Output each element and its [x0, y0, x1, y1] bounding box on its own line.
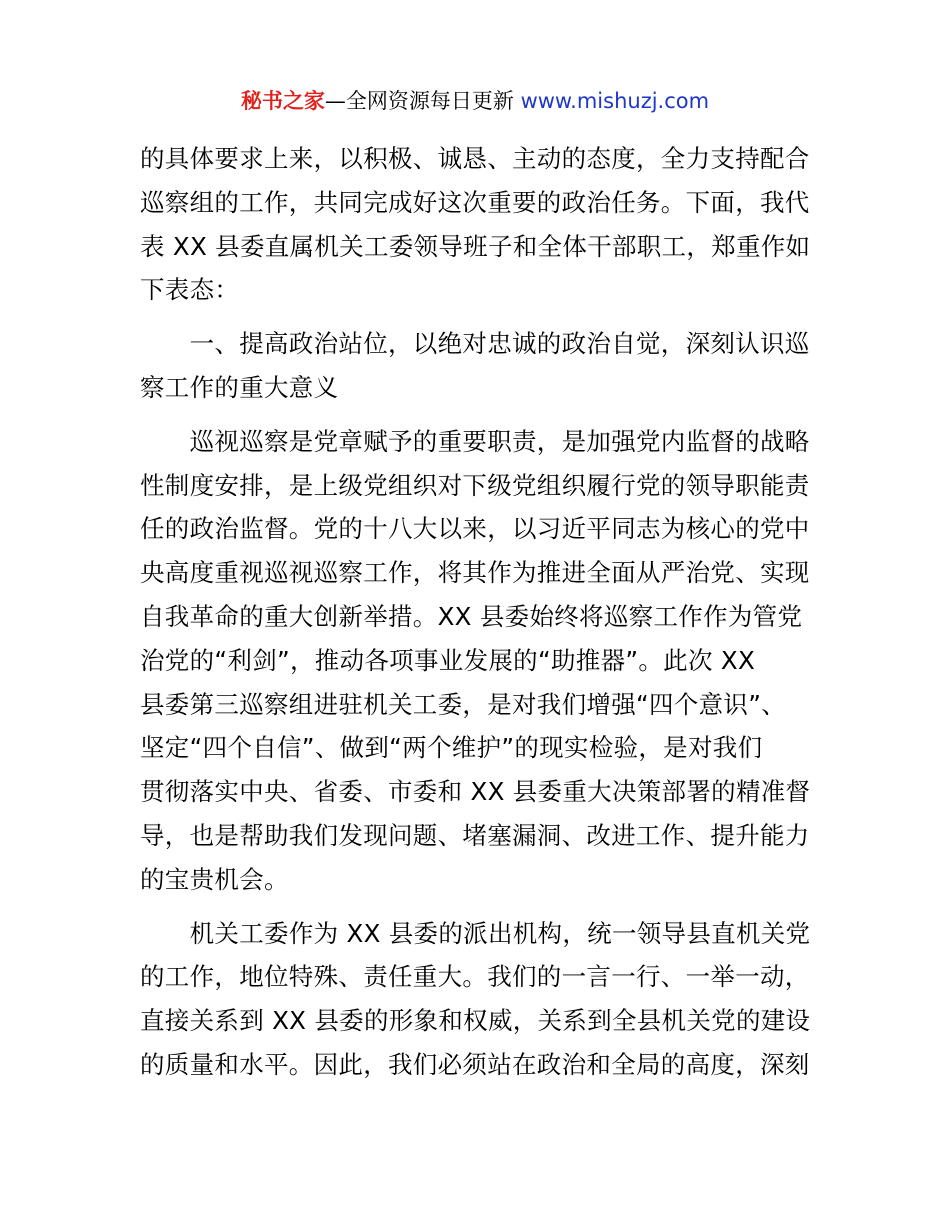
site-url-link[interactable]: www.mishuzj.com	[520, 89, 710, 113]
text-line: 性制度安排，是上级党组织对下级党组织履行党的领导职能责	[140, 470, 810, 500]
text-line: 巡视巡察是党章赋予的重要职责，是加强党内监督的战略	[140, 426, 810, 456]
text-line: 治党的“利剑”，推动各项事业发展的“助推器”。此次 XX	[140, 645, 756, 675]
text-line: 的宝贵机会。	[140, 864, 289, 894]
text-line: 央高度重视巡视巡察工作，将其作为推进全面从严治党、实现	[140, 558, 810, 588]
text-line: 坚定“四个自信”、做到“两个维护”的现实检验，是对我们	[140, 733, 763, 763]
text-line: 巡察组的工作，共同完成好这次重要的政治任务。下面，我代	[140, 187, 810, 217]
section-heading-line: 一、提高政治站位，以绝对忠诚的政治自觉，深刻认识巡	[140, 329, 810, 359]
paragraph-gap	[140, 312, 812, 322]
text-line: 下表态：	[140, 275, 240, 305]
text-line: 表 XX 县委直属机关工委领导班子和全体干部职工，郑重作如	[140, 231, 811, 261]
page-header	[0, 86, 950, 116]
text-line: 直接关系到 XX 县委的形象和权威，关系到全县机关党的建设	[140, 1006, 811, 1036]
text-line: 贯彻落实中央、省委、市委和 XX 县委重大决策部署的精准督	[140, 777, 811, 807]
brand-name: 秘书之家	[240, 89, 325, 113]
section-heading-line: 察工作的重大意义	[140, 372, 339, 402]
text-line: 的具体要求上来，以积极、诚恳、主动的态度，全力支持配合	[140, 144, 810, 173]
text-line: 县委第三巡察组进驻机关工委，是对我们增强“四个意识”、	[140, 689, 786, 719]
paragraph-gap	[140, 902, 812, 912]
paragraph-gap	[140, 410, 812, 420]
text-line: 的工作，地位特殊、责任重大。我们的一言一行、一举一动，	[140, 962, 810, 992]
header-tagline: —全网资源每日更新	[324, 89, 521, 113]
text-line: 机关工委作为 XX 县委的派出机构，统一领导县直机关党	[140, 918, 811, 948]
text-line: 任的政治监督。党的十八大以来，以习近平同志为核心的党中	[140, 514, 810, 544]
text-line: 自我革命的重大创新举措。XX 县委始终将巡察工作作为管党	[140, 601, 803, 631]
text-line: 导，也是帮助我们发现问题、堵塞漏洞、改进工作、提升能力	[140, 820, 810, 850]
text-line: 的质量和水平。因此，我们必须站在政治和全局的高度，深刻	[140, 1049, 810, 1079]
document-body	[140, 137, 812, 1087]
